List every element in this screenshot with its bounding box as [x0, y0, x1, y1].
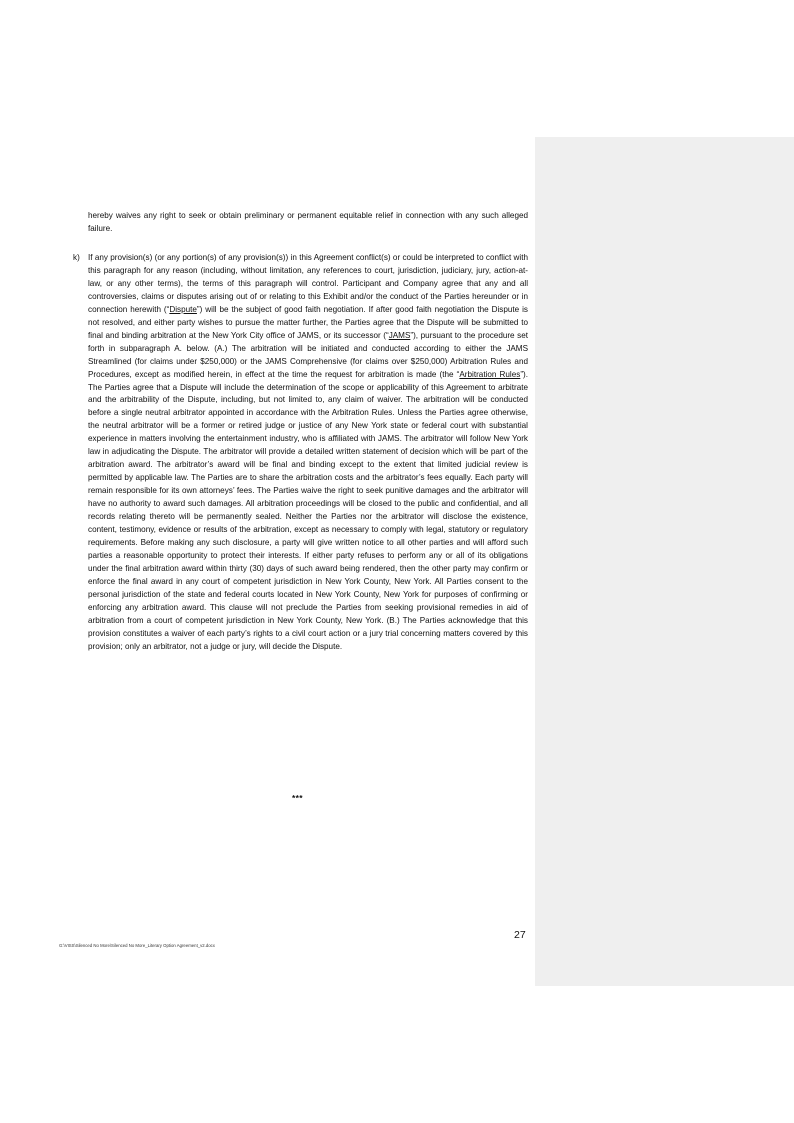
- page-number: 27: [514, 929, 526, 941]
- footer-file-path: G:\VISS\Silenced No More\Silenced No More_Literary Option Agreement_v2.docx: [59, 943, 215, 948]
- defined-term-jams: JAMS: [388, 330, 411, 340]
- paragraph-k-text-4: ”). The Parties agree that a Dispute will include the determination of the scope or applicability of this Agreement to arbitrate and the arbitrability of the Dispute, including, but not limited to, any claim of waiver. The arbitration will be conducted before a single neutral arbitrator appointed in accordance with the Arbitration Rules. Unless the Parties agree otherwise, the neutral arbitrator will be a former or retired judge or justice of any New York state or federal court with substantial experience in matters involving the entertainment industry, who is affiliated with JAMS. The arbitrator will follow New York law in adjudicating the Dispute. The arbitrator will provide a detailed written statement of decision which will be part of the arbitration award. The arbitrator’s award will be final and binding except to the extent that limited judicial review is permitted by applicable law. The Parties are to share the arbitration costs and the arbitrator’s fees equally. Each party will remain responsible for its own attorneys’ fees. The Parties waive the right to seek punitive damages and the arbitrator will have no authority to award such damages. All arbitration proceedings will be closed to the public and confidential, and all records relating thereto will be permanently sealed. Neither the Parties nor the arbitrator will disclose the existence, content, testimony, evidence or results of the arbitration, except as necessary to comply with legal, statutory or regulatory requirements. Before making any such disclosure, a party will give written notice to all other parties and will afford such parties a reasonable opportunity to protect their interests. If either party refuses to perform any or all of its obligations under the final arbitration award within thirty (30) days of such award being rendered, then the other party may confirm or enforce the final award in any court of competent jurisdiction in New York County, New York. All Parties consent to the personal jurisdiction of the state and federal courts located in New York County, New York for purposes of confirming or enforcing any arbitration award. This clause will not preclude the Parties from seeking provisional remedies in aid of arbitration from a court of competent jurisdiction in New York County, New York. (B.) The Parties acknowledge that this provision constitutes a waiver of each party’s rights to a civil court action or a jury trial concerning matters covered by this provision; only an arbitrator, not a judge or jury, will decide the Dispute.: [88, 369, 528, 651]
- paragraph-k-text-2: ”) will be the subject of good faith negotiation. If after good faith negotiation the Dispute is not resolved, and either party wishes to pursue the matter further, the Parties agree that the Dispute will be submitted to final and binding arbitration at the New York City office of JAMS, or its successor (“: [88, 304, 528, 340]
- paragraph-k-body: [88, 252, 528, 654]
- comment-pane: [535, 137, 794, 986]
- paragraph-k-text-1: If any provision(s) (or any portion(s) of any provision(s)) in this Agreement conflict(s) or could be interpreted to conflict with this paragraph for any reason (including, without limitation, any references to court, jurisdiction, judiciary, jury, action-at-law, or any other terms), the terms of this paragraph will control. Participant and Company agree that any and all controversies, claims or disputes arising out of or relating to this Exhibit and/or the conduct of the Parties hereunder or in connection herewith (“: [88, 253, 528, 314]
- defined-term-arbitration-rules: Arbitration Rules: [459, 369, 521, 379]
- paragraph-k: [73, 252, 528, 654]
- paragraph-marker: k): [73, 253, 80, 262]
- paragraph-k-text-3: ”), pursuant to the procedure set forth in subparagraph A. below. (A.) The arbitration will be initiated and conducted according to either the JAMS Streamlined (for claims under $250,000) or the JAMS Comprehensive (for claims over $250,000) Arbitration Rules and Procedures, except as modified herein, in effect at the time the request for arbitration is made (the “: [88, 330, 528, 379]
- defined-term-dispute: Dispute: [169, 304, 197, 314]
- section-separator: ***: [292, 793, 303, 803]
- continuation-paragraph: hereby waives any right to seek or obtain preliminary or permanent equitable relief in connection with any such alleged failure.: [88, 211, 528, 233]
